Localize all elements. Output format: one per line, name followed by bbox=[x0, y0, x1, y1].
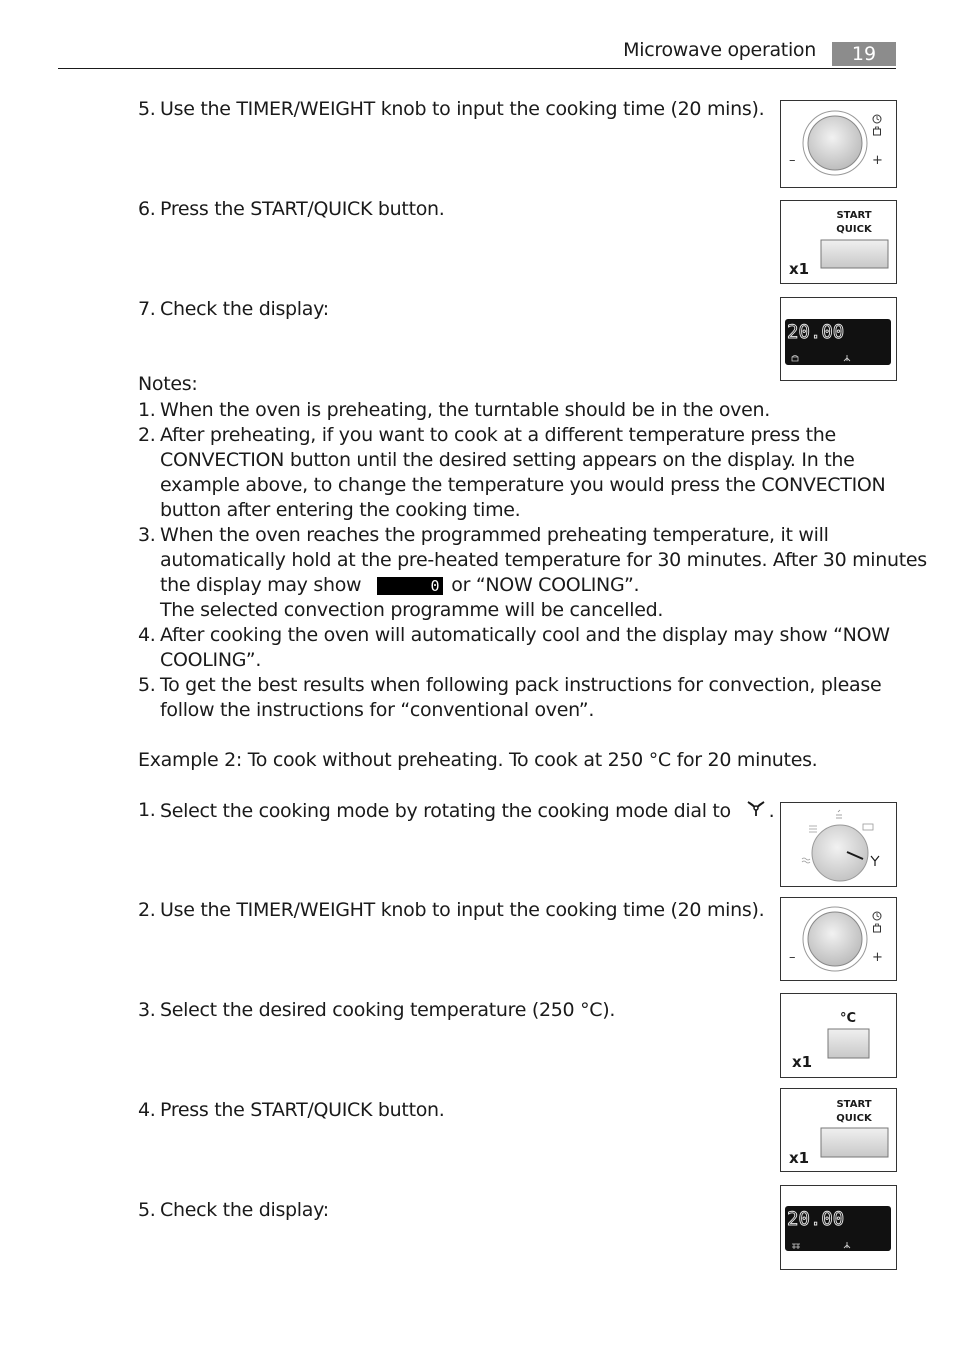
note-line: After cooking the oven will automatically cool and the display may show “NOW bbox=[160, 624, 890, 646]
note-line: After preheating, if you want to cook at a different temperature press the bbox=[160, 424, 836, 446]
start-label: START bbox=[836, 1099, 872, 1110]
celsius-label: °C bbox=[839, 1011, 857, 1026]
note-line: follow the instructions for “conventional oven”. bbox=[160, 699, 595, 721]
temperature-button-figure bbox=[780, 993, 897, 1078]
section-title: Microwave operation bbox=[623, 39, 816, 61]
mini-display-value: 0 bbox=[430, 576, 440, 595]
press-count: x1 bbox=[792, 1053, 813, 1071]
note-line-after: or “NOW COOLING”. bbox=[451, 574, 640, 596]
note-line: The selected convection programme will be cancelled. bbox=[160, 599, 664, 621]
note-line: CONVECTION button until the desired setting appears on the display. In the bbox=[160, 449, 855, 471]
fan-icon bbox=[745, 798, 769, 825]
mini-display bbox=[377, 577, 443, 595]
clock-icon bbox=[873, 912, 881, 920]
note-line: To get the best results when following pack instructions for convection, please bbox=[160, 674, 882, 696]
cooking-mode-dial bbox=[812, 825, 868, 881]
knob-plus: + bbox=[872, 950, 883, 965]
convection-icon bbox=[863, 824, 873, 830]
example-description: To cook at 250 °C for 20 minutes. bbox=[503, 749, 818, 771]
step-number: 7. bbox=[138, 298, 156, 320]
note-line: When the oven is preheating, the turntable should be in the oven. bbox=[160, 399, 770, 421]
note-line-before: the display may show bbox=[160, 574, 362, 596]
clock-icon bbox=[873, 115, 881, 123]
wave-icon bbox=[802, 858, 810, 863]
press-count: x1 bbox=[789, 1149, 810, 1167]
microwave-icon bbox=[809, 826, 817, 832]
example-heading bbox=[138, 748, 817, 773]
step-text: Use the TIMER/WEIGHT knob to input the cooking time (20 mins). bbox=[160, 899, 765, 921]
note-line: COOLING”. bbox=[160, 649, 262, 671]
note-number: 3. bbox=[138, 524, 156, 546]
step-number: 1. bbox=[138, 799, 156, 821]
note-number: 1. bbox=[138, 399, 156, 421]
knob-minus: – bbox=[789, 950, 796, 965]
step-text: Use the TIMER/WEIGHT knob to input the cooking time (20 mins). bbox=[160, 98, 765, 120]
step-number: 5. bbox=[138, 98, 156, 120]
quick-label: QUICK bbox=[836, 1113, 872, 1124]
knob-minus: – bbox=[789, 153, 796, 168]
step-text: Check the display: bbox=[160, 298, 329, 320]
grill-icon bbox=[836, 810, 842, 818]
timer-knob-figure bbox=[780, 100, 897, 188]
start-quick-button bbox=[821, 240, 888, 268]
notes-heading: Notes: bbox=[138, 373, 198, 395]
knob-plus: + bbox=[872, 153, 883, 168]
note-line: button after entering the cooking time. bbox=[160, 499, 521, 521]
note-line: When the oven reaches the programmed preheating temperature, it will bbox=[160, 524, 829, 546]
weight-icon bbox=[874, 127, 881, 135]
page-number: 19 bbox=[832, 42, 896, 66]
step-number: 5. bbox=[138, 1199, 156, 1221]
note-line: automatically hold at the pre-heated temperature for 30 minutes. After 30 minutes bbox=[160, 549, 927, 571]
weight-icon bbox=[874, 924, 881, 932]
step-text: Press the START/QUICK button. bbox=[160, 198, 445, 220]
step-text-with-icon bbox=[160, 798, 774, 825]
note-number: 5. bbox=[138, 674, 156, 696]
note-number: 4. bbox=[138, 624, 156, 646]
step-suffix: . bbox=[768, 800, 775, 822]
step-number: 2. bbox=[138, 899, 156, 921]
step-number: 3. bbox=[138, 999, 156, 1021]
cooking-mode-dial-figure bbox=[780, 802, 897, 887]
step-text: Check the display: bbox=[160, 1199, 329, 1221]
display-figure bbox=[780, 1185, 897, 1270]
lcd-time: 20.00 bbox=[787, 321, 845, 343]
timer-knob-figure bbox=[780, 897, 897, 981]
start-quick-button bbox=[821, 1128, 888, 1157]
step-text: Press the START/QUICK button. bbox=[160, 1099, 445, 1121]
note-line-with-display bbox=[160, 573, 639, 598]
example-title: Example 2: To cook without preheating. bbox=[138, 749, 504, 771]
lcd-time: 20.00 bbox=[787, 1208, 845, 1230]
convection-button bbox=[828, 1029, 869, 1058]
press-count: x1 bbox=[789, 260, 810, 278]
step-text: Select the cooking mode by rotating the cooking mode dial to bbox=[160, 800, 731, 822]
display-figure bbox=[780, 297, 897, 381]
step-text: Select the desired cooking temperature (250 °C). bbox=[160, 999, 616, 1021]
step-number: 6. bbox=[138, 198, 156, 220]
step-number: 4. bbox=[138, 1099, 156, 1121]
fan-icon bbox=[871, 856, 879, 866]
note-number: 2. bbox=[138, 424, 156, 446]
header-divider bbox=[58, 68, 896, 69]
quick-label: QUICK bbox=[836, 224, 872, 235]
start-quick-figure bbox=[780, 200, 897, 284]
start-label: START bbox=[836, 210, 872, 221]
note-line: example above, to change the temperature you would press the CONVECTION bbox=[160, 474, 886, 496]
start-quick-figure bbox=[780, 1088, 897, 1172]
